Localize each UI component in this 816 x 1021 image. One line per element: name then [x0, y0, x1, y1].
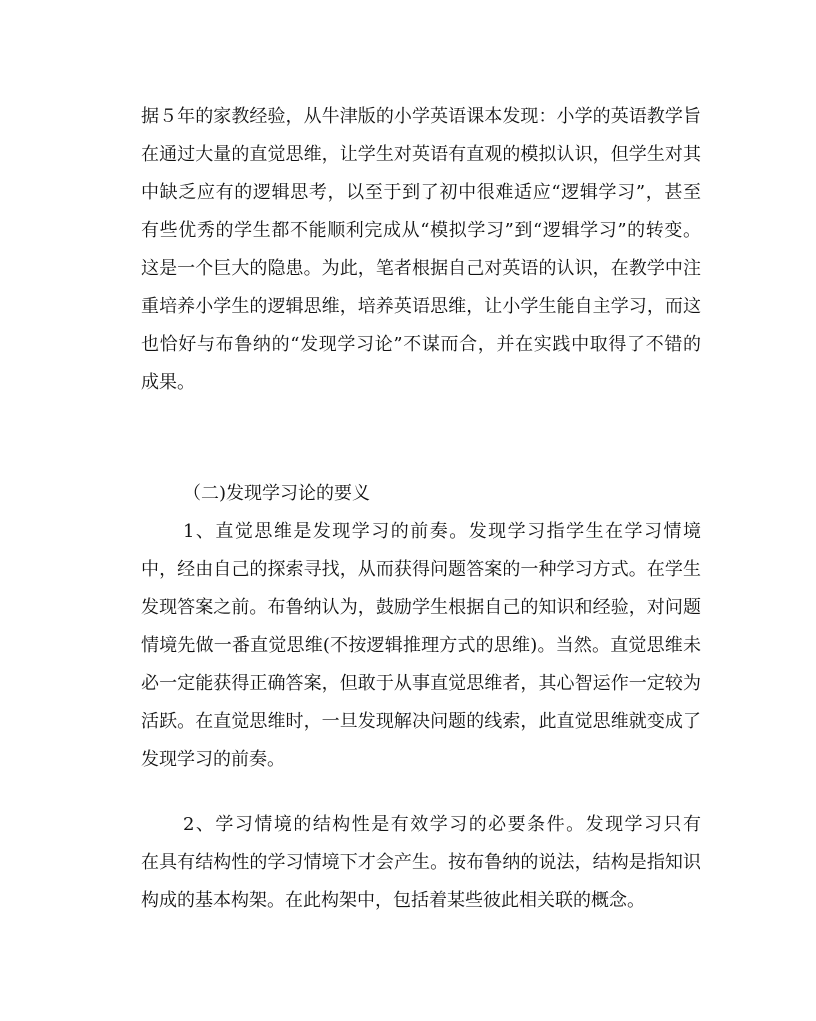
paragraph-line: 必一定能获得正确答案，但敢于从事直觉思维者，其心智运作一定较为 [141, 673, 701, 694]
paragraph-line: 中，经由自己的探索寻找，从而获得问题答案的一种学习方式。在学生 [141, 559, 701, 580]
paragraph-line: 1、直觉思维是发现学习的前奏。发现学习指学生在学习情境 [183, 521, 701, 542]
paragraph-line: 也恰好与布鲁纳的“发现学习论”不谋而合，并在实践中取得了不错的 [141, 334, 701, 355]
paragraph-line: 活跃。在直觉思维时，一旦发现解决问题的线索，此直觉思维就变成了 [141, 711, 701, 732]
paragraph-line: 据５年的家教经验，从牛津版的小学英语课本发现：小学的英语教学旨 [141, 106, 701, 127]
section-heading: （二)发现学习论的要义 [183, 483, 371, 504]
paragraph-line: 发现答案之前。布鲁纳认为，鼓励学生根据自己的知识和经验，对问题 [141, 597, 701, 618]
paragraph-line: 2、学习情境的结构性是有效学习的必要条件。发现学习只有 [183, 814, 701, 835]
paragraph-line: 成果。 [141, 372, 195, 393]
paragraph-line: 有些优秀的学生都不能顺利完成从“模拟学习”到“逻辑学习”的转变。 [141, 220, 701, 241]
paragraph-line: 重培养小学生的逻辑思维，培养英语思维，让小学生能自主学习，而这 [141, 296, 701, 317]
paragraph-line: 在具有结构性的学习情境下才会产生。按布鲁纳的说法，结构是指知识 [141, 852, 701, 873]
paragraph-line: 发现学习的前奏。 [141, 749, 285, 770]
paragraph-line: 这是一个巨大的隐患。为此，笔者根据自己对英语的认识，在教学中注 [141, 258, 701, 279]
paragraph-line: 情境先做一番直觉思维(不按逻辑推理方式的思维)。当然。直觉思维未 [141, 635, 701, 656]
paragraph-line: 在通过大量的直觉思维，让学生对英语有直观的模拟认识，但学生对其 [141, 144, 701, 165]
paragraph-line: 构成的基本构架。在此构架中，包括着某些彼此相关联的概念。 [141, 890, 645, 911]
paragraph-line: 中缺乏应有的逻辑思考，以至于到了初中很难适应“逻辑学习”，甚至 [141, 182, 701, 203]
